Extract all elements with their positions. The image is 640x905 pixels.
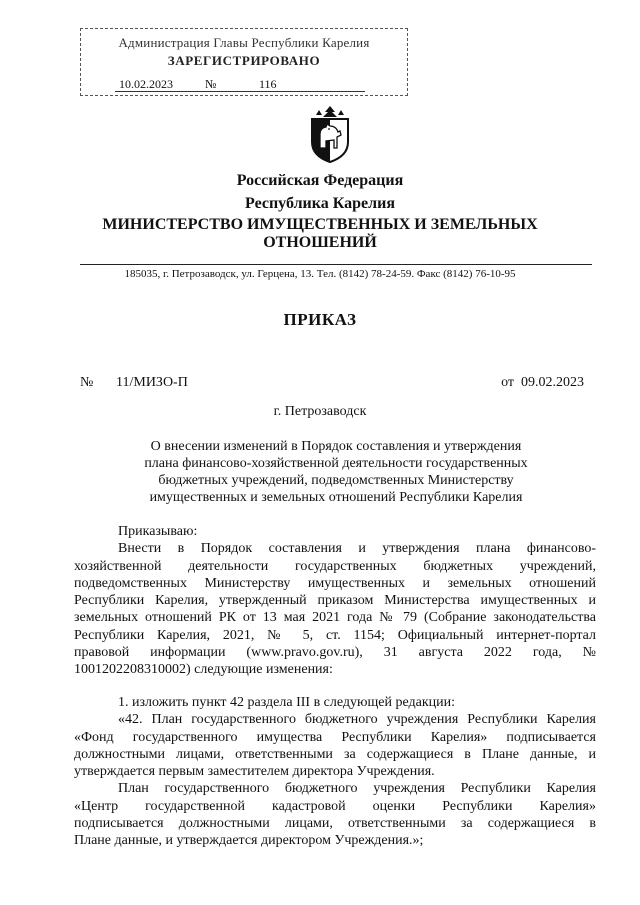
order-body-main bbox=[74, 523, 596, 679]
stamp-number-sign: № bbox=[205, 77, 217, 91]
title-line: бюджетных учреждений, подведомственных Министерству bbox=[158, 473, 514, 488]
body-line: Плане данные, и утверждается директором Учреждения.»; bbox=[74, 833, 424, 849]
body-line: Внести в Порядок составления и утверждения плана финансово- bbox=[118, 541, 596, 557]
stamp-date: 10.02.2023 bbox=[119, 77, 173, 91]
header-divider bbox=[80, 264, 592, 265]
stamp-registered-label: ЗАРЕГИСТРИРОВАНО bbox=[167, 53, 321, 68]
order-number: 11/МИЗО-П bbox=[116, 375, 188, 390]
title-line: имущественных и земельных отношений Республики Карелия bbox=[149, 490, 523, 505]
header-region: Республика Карелия bbox=[245, 195, 395, 212]
body-line: подписывается должностными лицами, ответственными за содержащиеся в bbox=[74, 816, 596, 832]
ministry-line-2: ОТНОШЕНИЙ bbox=[263, 234, 377, 251]
republic-of-karelia-coat-of-arms-icon bbox=[305, 104, 355, 164]
header-address: 185035, г. Петрозаводск, ул. Герцена, 13. Тел. (8142) 78-24-59. Факс (8142) 76-10-95 bbox=[124, 268, 516, 280]
stamp-number: 116 bbox=[259, 77, 277, 91]
body-line: План государственного бюджетного учреждения Республики Карелия bbox=[118, 781, 596, 797]
body-line: земельных отношений РК от 13 мая 2021 года № 79 (Собрание законодательства bbox=[74, 610, 596, 626]
order-date: от 09.02.2023 bbox=[501, 375, 584, 390]
body-line: Республики Карелия, 2021, № 5, ст. 1154; Официальный интернет-портал bbox=[74, 627, 596, 643]
order-body-amendments bbox=[74, 694, 596, 850]
body-line: 1001202208310002) следующие изменения: bbox=[74, 662, 333, 678]
body-line: правовой информации (www.pravo.gov.ru), 31 августа 2022 года, № bbox=[74, 645, 596, 661]
document-type-title: ПРИКАЗ bbox=[283, 310, 357, 329]
body-line: «42. План государственного бюджетного учреждения Республики Карелия bbox=[118, 712, 596, 728]
body-line: хозяйственной деятельности государственных бюджетных учреждений, bbox=[74, 558, 596, 574]
body-line: 1. изложить пункт 42 раздела III в следующей редакции: bbox=[118, 695, 456, 710]
body-line: «Фонд государственного имущества Республики Карелия» подписывается bbox=[74, 729, 596, 745]
stamp-underline bbox=[115, 91, 365, 92]
ministry-line-1: МИНИСТЕРСТВО ИМУЩЕСТВЕННЫХ И ЗЕМЕЛЬНЫХ bbox=[102, 216, 538, 233]
stamp-organization: Администрация Главы Республики Карелия bbox=[118, 35, 370, 50]
registration-stamp bbox=[80, 28, 408, 96]
body-line: «Центр государственной кадастровой оценки Республики Карелия» bbox=[74, 798, 596, 814]
title-line: плана финансово-хозяйственной деятельности государственных bbox=[144, 456, 528, 471]
order-number-label: № bbox=[80, 375, 94, 390]
title-line: О внесении изменений в Порядок составления и утверждения bbox=[150, 439, 522, 454]
body-line: должностными лицами, ответственными за содержащиеся в Плане данные, и bbox=[74, 746, 596, 762]
body-line: Приказываю: bbox=[118, 524, 198, 539]
header-country: Российская Федерация bbox=[236, 172, 404, 189]
order-city: г. Петрозаводск bbox=[273, 404, 367, 419]
header-ministry bbox=[0, 216, 640, 252]
body-line: Республики Карелия, утвержденный приказом Министерства имущественных и bbox=[74, 593, 596, 609]
order-title bbox=[80, 438, 592, 506]
body-line: утверждается первым заместителем директора Учреждения. bbox=[74, 764, 435, 780]
body-line: подведомственных Министерству имущественных и земельных отношений bbox=[74, 575, 596, 591]
